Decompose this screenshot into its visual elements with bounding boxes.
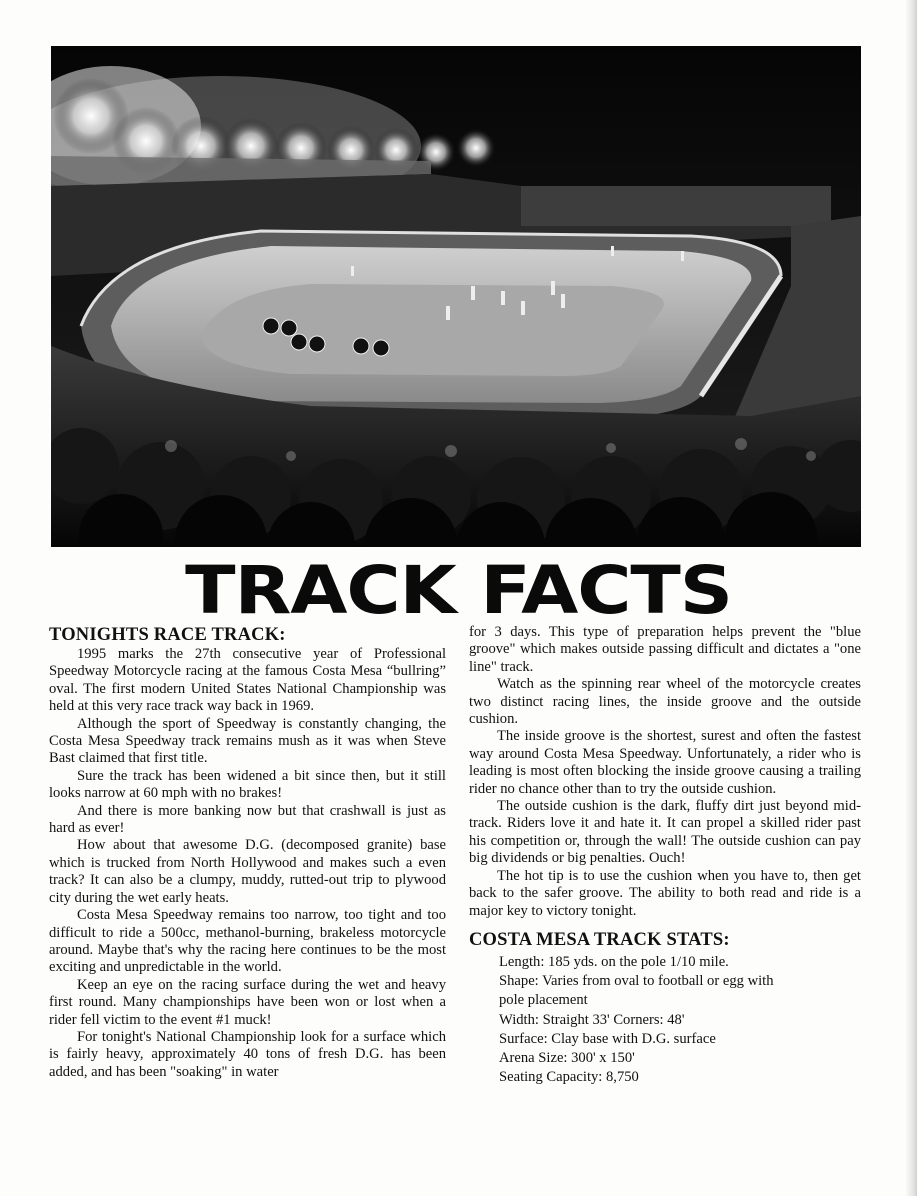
stat-item: Length: 185 yds. on the pole 1/10 mile. [499, 953, 729, 970]
paragraph: Costa Mesa Speedway remains too narrow, too tight and too difficult to ride a 500cc, methanol-burning, brakeless motorcycle around. Maybe that's why the racing here continues to be the most exciting and unpredictable in the world. [49, 907, 446, 976]
paragraph: The hot tip is to use the cushion when you have to, then get back to the safer groove. The ability to both read and ride is a major key to victory tonight. [469, 867, 861, 919]
section-heading-race-track: TONIGHTS RACE TRACK: [49, 625, 286, 645]
page-title: TRACK FACTS [185, 552, 732, 629]
left-column [49, 624, 446, 1081]
paragraph: Although the sport of Speedway is constantly changing, the Costa Mesa Speedway track remains mush as it was when Steve Bast claimed that first title. [49, 715, 446, 767]
paragraph: Keep an eye on the racing surface during the wet and heavy first round. Many championships have been won or lost when a rider fell victim to the event #1 muck! [49, 976, 446, 1028]
stat-item: pole placement [499, 992, 588, 1009]
paragraph: Watch as the spinning rear wheel of the motorcycle creates two distinct racing lines, the inside groove and the outside cushion. [469, 676, 861, 728]
section-heading-track-stats: COSTA MESA TRACK STATS: [469, 929, 730, 950]
paragraph: And there is more banking now but that crashwall is just as hard as ever! [49, 802, 446, 837]
paragraph: Sure the track has been widened a bit since then, but it still looks narrow at 60 mph with no brakes! [49, 767, 446, 802]
right-column [469, 624, 861, 1087]
stat-item: Shape: Varies from oval to football or egg with [499, 973, 774, 990]
paragraph: 1995 marks the 27th consecutive year of Professional Speedway Motorcycle racing at the famous Costa Mesa “bullring” oval. The first modern United States National Championship was held at this very race track way back in 1969. [49, 646, 446, 715]
stadium-photo-image [51, 46, 861, 547]
paragraph: For tonight's National Championship look for a surface which is fairly heavy, approximately 40 tons of fresh D.G. has been added, and has been "soaking" in water [49, 1028, 446, 1080]
speedway-stadium-photo [51, 46, 861, 547]
stat-item: Seating Capacity: 8,750 [499, 1069, 639, 1086]
stat-item: Width: Straight 33' Corners: 48' [499, 1011, 685, 1028]
track-stats-list [469, 953, 861, 1087]
paragraph: How about that awesome D.G. (decomposed granite) base which is trucked from North Hollywood and makes such a even track? It can also be a clumpy, muddy, rutted-out trip to plywood city during the wet early heats. [49, 837, 446, 906]
paragraph-continued: for 3 days. This type of preparation helps prevent the "blue groove" which makes outside passing difficult and dictates a "one line" track. [469, 624, 861, 675]
stat-item: Surface: Clay base with D.G. surface [499, 1030, 716, 1047]
paragraph: The outside cushion is the dark, fluffy dirt just beyond mid-track. Riders love it and hate it. It can propel a skilled rider past his competition or, through the wall! The outside cushion can pay big dividends or big penalties. Ouch! [469, 798, 861, 867]
paragraph: The inside groove is the shortest, surest and often the fastest way around Costa Mesa Speedway. Unfortunately, a rider who is leading is most often blocking the inside groove causing a trailing rider no chance other than to try the outside cushion. [469, 728, 861, 797]
stat-item: Arena Size: 300' x 150' [499, 1049, 635, 1066]
